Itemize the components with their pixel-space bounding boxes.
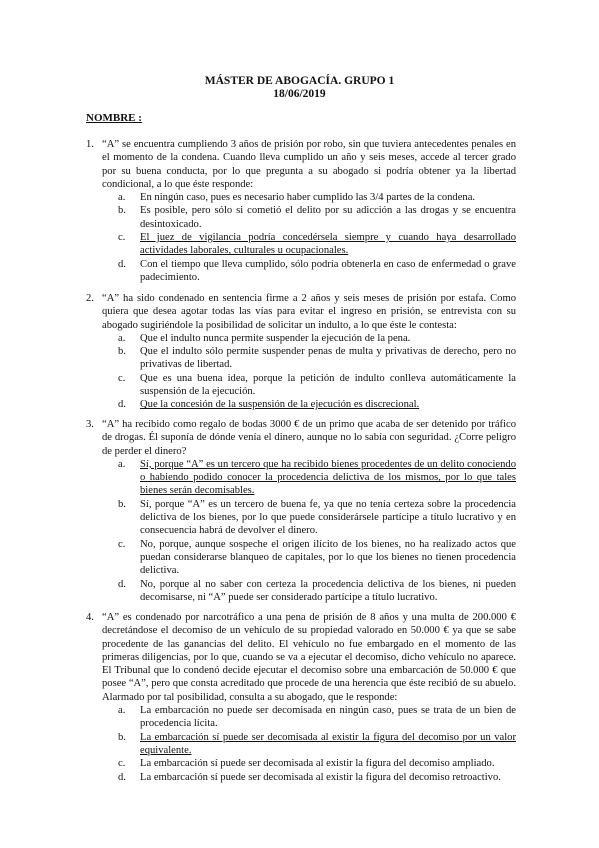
option-letter: a. bbox=[118, 458, 126, 470]
option-letter: c. bbox=[118, 758, 126, 770]
option-text-underlined: Que la concesión de la suspensión de la ejecución es discrecional. bbox=[140, 399, 420, 411]
option-text: Es posible, pero sólo si cometió el delito por su adicción a las drogas y se encuentra desintoxicado. bbox=[140, 205, 516, 230]
option-text: La embarcación no puede ser decomisada en ningún caso, pues se trata de un bien de procedencia lícita. bbox=[140, 705, 516, 730]
question-number: 3. bbox=[86, 419, 94, 430]
option-letter: a. bbox=[118, 332, 126, 344]
option-list bbox=[86, 191, 516, 284]
option-letter: c. bbox=[118, 372, 126, 384]
nombre-label: NOMBRE : bbox=[86, 112, 142, 124]
option-d[interactable] bbox=[118, 771, 516, 784]
question-4 bbox=[86, 611, 516, 784]
option-letter: b. bbox=[118, 731, 126, 743]
option-text: Con el tiempo que lleva cumplido, sólo podría obtenerla en caso de enfermedad o grave padecimiento. bbox=[140, 258, 516, 283]
question-1 bbox=[86, 138, 516, 284]
question-text: “A” es condenado por narcotráfico a una pena de prisión de 8 años y una multa de 200.000 € decretándose el decomiso de un vehículo de su propiedad valorado en 50.000 € ya que se sabe procedente de las ganancias del delito. El vehículo no fue embargado en el momento de las primeras diligencias, por lo que, cuando se va a ejecutar el decomiso, dicho vehículo no aparece. El Tribunal que lo condenó decide ejecutar el decomiso sobre una embarcación de 50.000 € que posee “A”, pero que consta acreditado que procede de una herencia que éste recibió de su abuelo. Alarmado por tal posibilidad, consulta a su abogado, que le responde: bbox=[102, 612, 516, 703]
option-letter: d. bbox=[118, 578, 126, 590]
option-b[interactable] bbox=[118, 498, 516, 538]
option-a[interactable] bbox=[118, 458, 516, 498]
option-text: Que el indulto nunca permite suspender la ejecución de la pena. bbox=[140, 332, 411, 344]
option-letter: a. bbox=[118, 192, 126, 204]
option-b[interactable] bbox=[118, 731, 516, 758]
option-a[interactable] bbox=[118, 191, 516, 204]
option-c[interactable] bbox=[118, 372, 516, 399]
option-text: No, porque, aunque sospeche el origen ilícito de los bienes, no ha realizado actos que puedan considerarse blanqueo de capitales, por lo que los bienes no tienen procedencia delictiva. bbox=[140, 538, 516, 577]
option-text-underlined: El juez de vigilancia podría concedérsela siempre y cuando haya desarrollado actividades laborales, culturales u ocupacionales. bbox=[140, 232, 516, 257]
question-3 bbox=[86, 418, 516, 604]
option-letter: b. bbox=[118, 346, 126, 358]
option-letter: d. bbox=[118, 771, 126, 783]
option-b[interactable] bbox=[118, 345, 516, 372]
option-letter: c. bbox=[118, 538, 126, 550]
option-list bbox=[86, 332, 516, 412]
option-text: Sí, porque “A” es un tercero de buena fe, ya que no tenía certeza sobre la procedencia delictiva de los bienes, por lo que puede considerársele partícipe a título lucrativo y en consecuencia habrá de devolver el dinero. bbox=[140, 498, 516, 537]
option-text: La embarcación sí puede ser decomisada al existir la figura del decomiso retroactivo. bbox=[140, 771, 501, 783]
option-a[interactable] bbox=[118, 704, 516, 731]
option-d[interactable] bbox=[118, 578, 516, 605]
option-letter: d. bbox=[118, 399, 126, 411]
option-text-underlined: Sí, porque “A” es un tercero que ha recibido bienes procedentes de un delito conociendo o habiendo podido conocer la procedencia delictiva de los mismos, por lo que tales bienes serán decomisables. bbox=[140, 458, 516, 497]
question-number: 1. bbox=[86, 139, 94, 150]
option-c[interactable] bbox=[118, 538, 516, 578]
option-letter: b. bbox=[118, 498, 126, 510]
option-list bbox=[86, 704, 516, 784]
option-letter: b. bbox=[118, 205, 126, 217]
question-text: “A” se encuentra cumpliendo 3 años de prisión por robo, sin que tuviera antecedentes penales en el momento de la condena. Cuando lleva cumplido un año y seis meses, accede al tercer grado por su buena conducta, por lo que pregunta a su abogado si podría obtener ya la libertad condicional, a lo que éste responde: bbox=[102, 139, 516, 190]
option-c[interactable] bbox=[118, 757, 516, 770]
option-letter: a. bbox=[118, 705, 126, 717]
option-letter: d. bbox=[118, 258, 126, 270]
option-d[interactable] bbox=[118, 258, 516, 285]
question-2 bbox=[86, 292, 516, 412]
question-number: 2. bbox=[86, 293, 94, 304]
option-text: Que es una buena idea, porque la petición de indulto conlleva automáticamente la suspensión de la ejecución. bbox=[140, 372, 516, 398]
option-text: La embarcación sí puede ser decomisada al existir la figura del decomiso ampliado. bbox=[140, 758, 495, 770]
option-d[interactable] bbox=[118, 398, 516, 411]
exam-date: 18/06/2019 bbox=[273, 88, 326, 100]
option-text-underlined: La embarcación sí puede ser decomisada al existir la figura del decomiso por un valor equivalente. bbox=[140, 731, 516, 756]
option-text: Que el indulto sólo permite suspender penas de multa y privativas de derecho, pero no privativas de libertad. bbox=[140, 346, 516, 371]
option-b[interactable] bbox=[118, 204, 516, 231]
option-a[interactable] bbox=[118, 332, 516, 345]
page-title: MÁSTER DE ABOGACÍA. GRUPO 1 bbox=[204, 75, 395, 87]
option-letter: c. bbox=[118, 232, 126, 244]
question-text: “A” ha sido condenado en sentencia firme a 2 años y seis meses de prisión por estafa. Como quiera que desea agotar todas las vías para evitar el ingreso en prisión, se entrevista con su abogado sugiriéndole la posibilidad de solicitar un indulto, a lo que éste le contesta: bbox=[102, 293, 516, 331]
option-text: En ningún caso, pues es necesario haber cumplido las 3/4 partes de la condena. bbox=[140, 192, 476, 204]
option-c[interactable] bbox=[118, 231, 516, 258]
question-text: “A” ha recibido como regalo de bodas 3000 € de un primo que acaba de ser detenido por tráfico de drogas. Él suponía de dónde venía el dinero, aunque no lo sabía con seguridad. ¿Corre peligro de perder el dinero? bbox=[102, 419, 516, 457]
question-number: 4. bbox=[86, 612, 94, 623]
option-list bbox=[86, 458, 516, 604]
option-text: No, porque al no saber con certeza la procedencia delictiva de los bienes, ni pueden decomisarse, ni “A” puede ser considerado partícipe a título lucrativo. bbox=[140, 578, 516, 603]
